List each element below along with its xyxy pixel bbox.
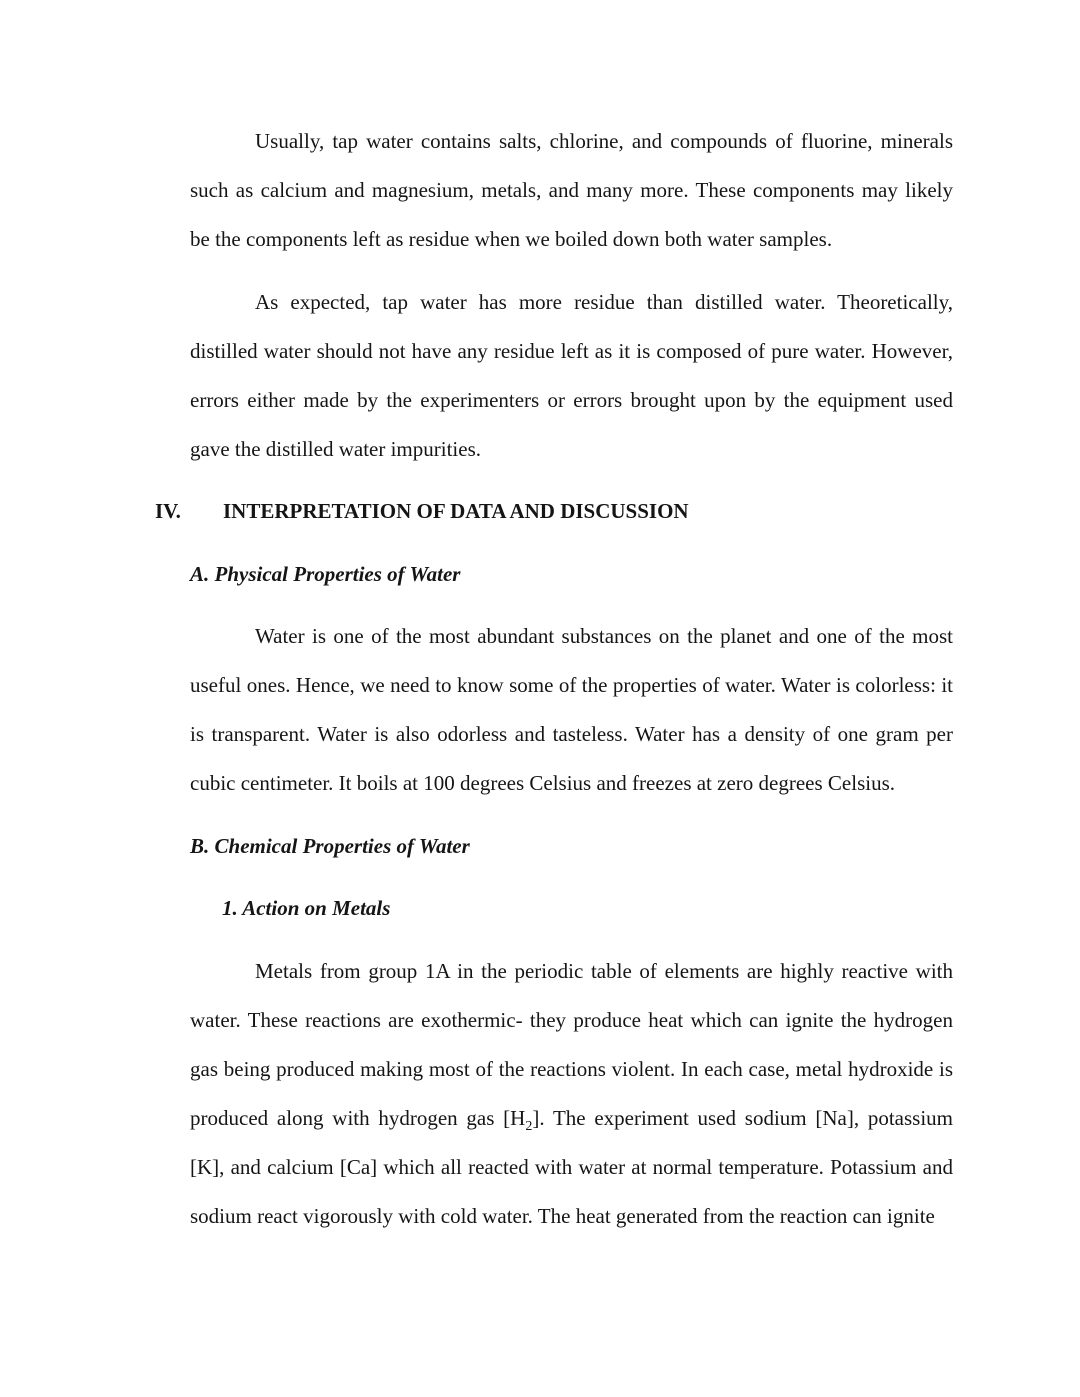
section-heading <box>155 487 953 536</box>
section-heading-number: IV. <box>155 499 181 523</box>
paragraph-action-on-metals-text-continued: ]. The experiment used sodium [Na], potassium [K], and calcium [Ca] which all reacted with water at normal temperature. Potassium and sodium react vigorously with cold water. The heat generated from the reaction can ignite <box>190 1105 953 1228</box>
paragraph-action-on-metals-text: Metals from group 1A in the periodic table of elements are highly reactive with water. These reactions are exothermic- they produce heat which can ignite the hydrogen gas being produced making most of the reactions violent. In each case, metal hydroxide is produced along with hydrogen gas [H <box>190 958 953 1130</box>
subsubsection-1-heading: 1. Action on Metals <box>222 896 391 920</box>
hydrogen-subscript: 2 <box>525 1118 533 1134</box>
paragraph-residue-components: Usually, tap water contains salts, chlorine, and compounds of fluorine, minerals such as calcium and magnesium, metals, and many more. These components may likely be the components left as residue when we boiled down both water samples. <box>190 129 953 251</box>
paragraph-physical-properties: Water is one of the most abundant substances on the planet and one of the most useful ones. Hence, we need to know some of the properties of water. Water is colorless: it is transparent. Water is also odorless and tasteless. Water has a density of one gram per cubic centimeter. It boils at 100 degrees Celsius and freezes at zero degrees Celsius. <box>190 624 953 795</box>
subsection-a-heading: A. Physical Properties of Water <box>190 561 461 586</box>
paragraph-tap-vs-distilled: As expected, tap water has more residue than distilled water. Theoretically, distilled water should not have any residue left as it is composed of pure water. However, errors either made by the experimenters or errors brought upon by the equipment used gave the distilled water impurities. <box>190 289 953 461</box>
subsection-b-heading: B. Chemical Properties of Water <box>190 833 470 858</box>
paragraph-action-on-metals <box>190 947 953 1241</box>
section-heading-title: INTERPRETATION OF DATA AND DISCUSSION <box>223 499 689 523</box>
